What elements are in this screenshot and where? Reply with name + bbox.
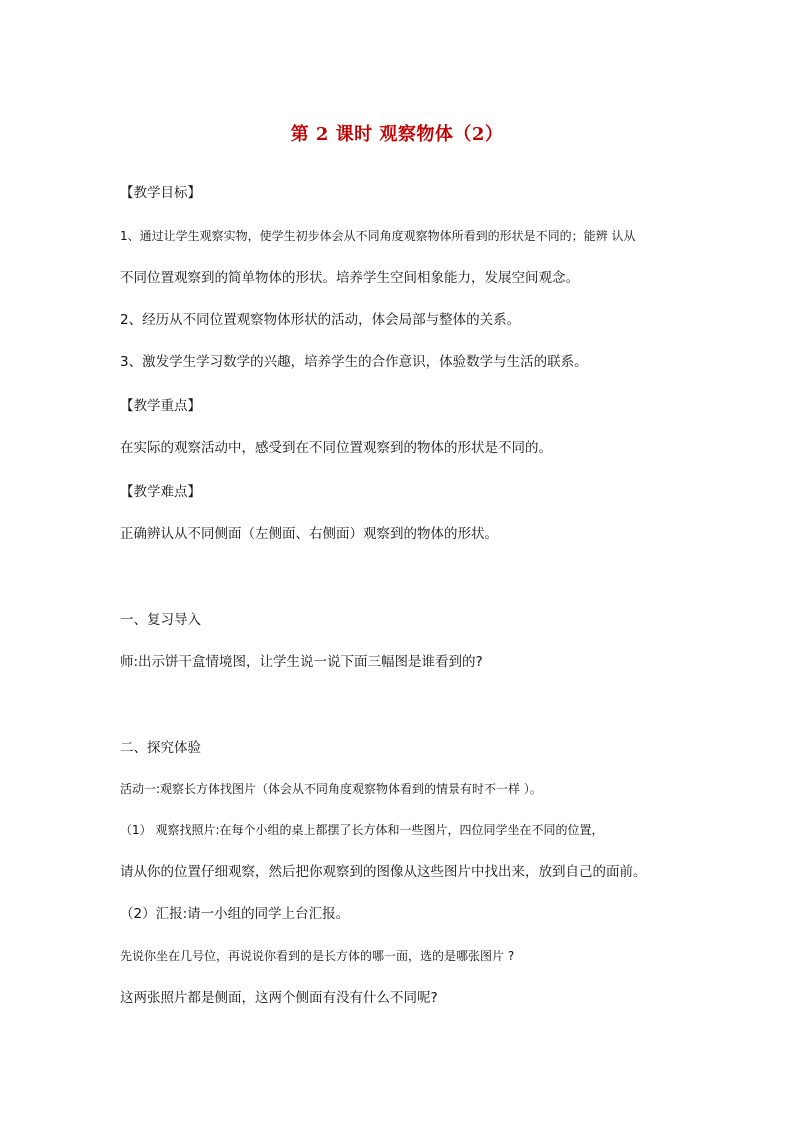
step-2: （2）汇报:请一小组的同学上台汇报。 bbox=[120, 906, 350, 922]
question-2: 这两张照片都是侧面，这两个侧面有没有什么不同呢? bbox=[120, 990, 438, 1006]
goals-heading: 【教学目标】 bbox=[120, 185, 201, 201]
goal-2: 2、经历从不同位置观察物体形状的活动，体会局部与整体的关系。 bbox=[120, 312, 521, 328]
goal-3: 3、激发学生学习数学的兴趣，培养学生的合作意识，体验数学与生活的联系。 bbox=[120, 354, 588, 370]
part-2-heading: 二、探究体验 bbox=[120, 740, 201, 756]
part-1-text: 师:出示饼干盒情境图，让学生说一说下面三幅图是谁看到的? bbox=[120, 654, 483, 670]
part-1-heading: 一、复习导入 bbox=[120, 612, 201, 628]
difficulty-text: 正确辨认从不同侧面（左侧面、右侧面）观察到的物体的形状。 bbox=[120, 526, 498, 542]
lesson-title: 第 2 课时 观察物体（2） bbox=[290, 124, 504, 145]
step-1-line-2: 请从你的位置仔细观察，然后把你观察到的图像从这些图片中找出来，放到自己的面前。 bbox=[120, 864, 647, 880]
goal-1-line-2: 不同位置观察到的简单物体的形状。培养学生空间相象能力，发展空间观念。 bbox=[120, 270, 579, 286]
key-points-text: 在实际的观察活动中，感受到在不同位置观察到的物体的形状是不同的。 bbox=[120, 440, 552, 456]
key-points-heading: 【教学重点】 bbox=[120, 398, 201, 414]
question-1: 先说你坐在几号位，再说说你看到的是长方体的哪一面，选的是哪张图片 ? bbox=[120, 949, 515, 963]
difficulty-heading: 【教学难点】 bbox=[120, 484, 201, 500]
goal-1-line-1: 1、通过让学生观察实物，使学生初步体会从不同角度观察物体所看到的形状是不同的；能辨 认从 bbox=[120, 229, 636, 243]
activity-1: 活动一:观察长方体找图片（体会从不同角度观察物体看到的情景有时不一样 ）。 bbox=[120, 782, 542, 796]
step-1-line-1: （1） 观察找照片:在每个小组的桌上都摆了长方体和一些图片，四位同学坐在不同的位置， bbox=[120, 823, 604, 837]
